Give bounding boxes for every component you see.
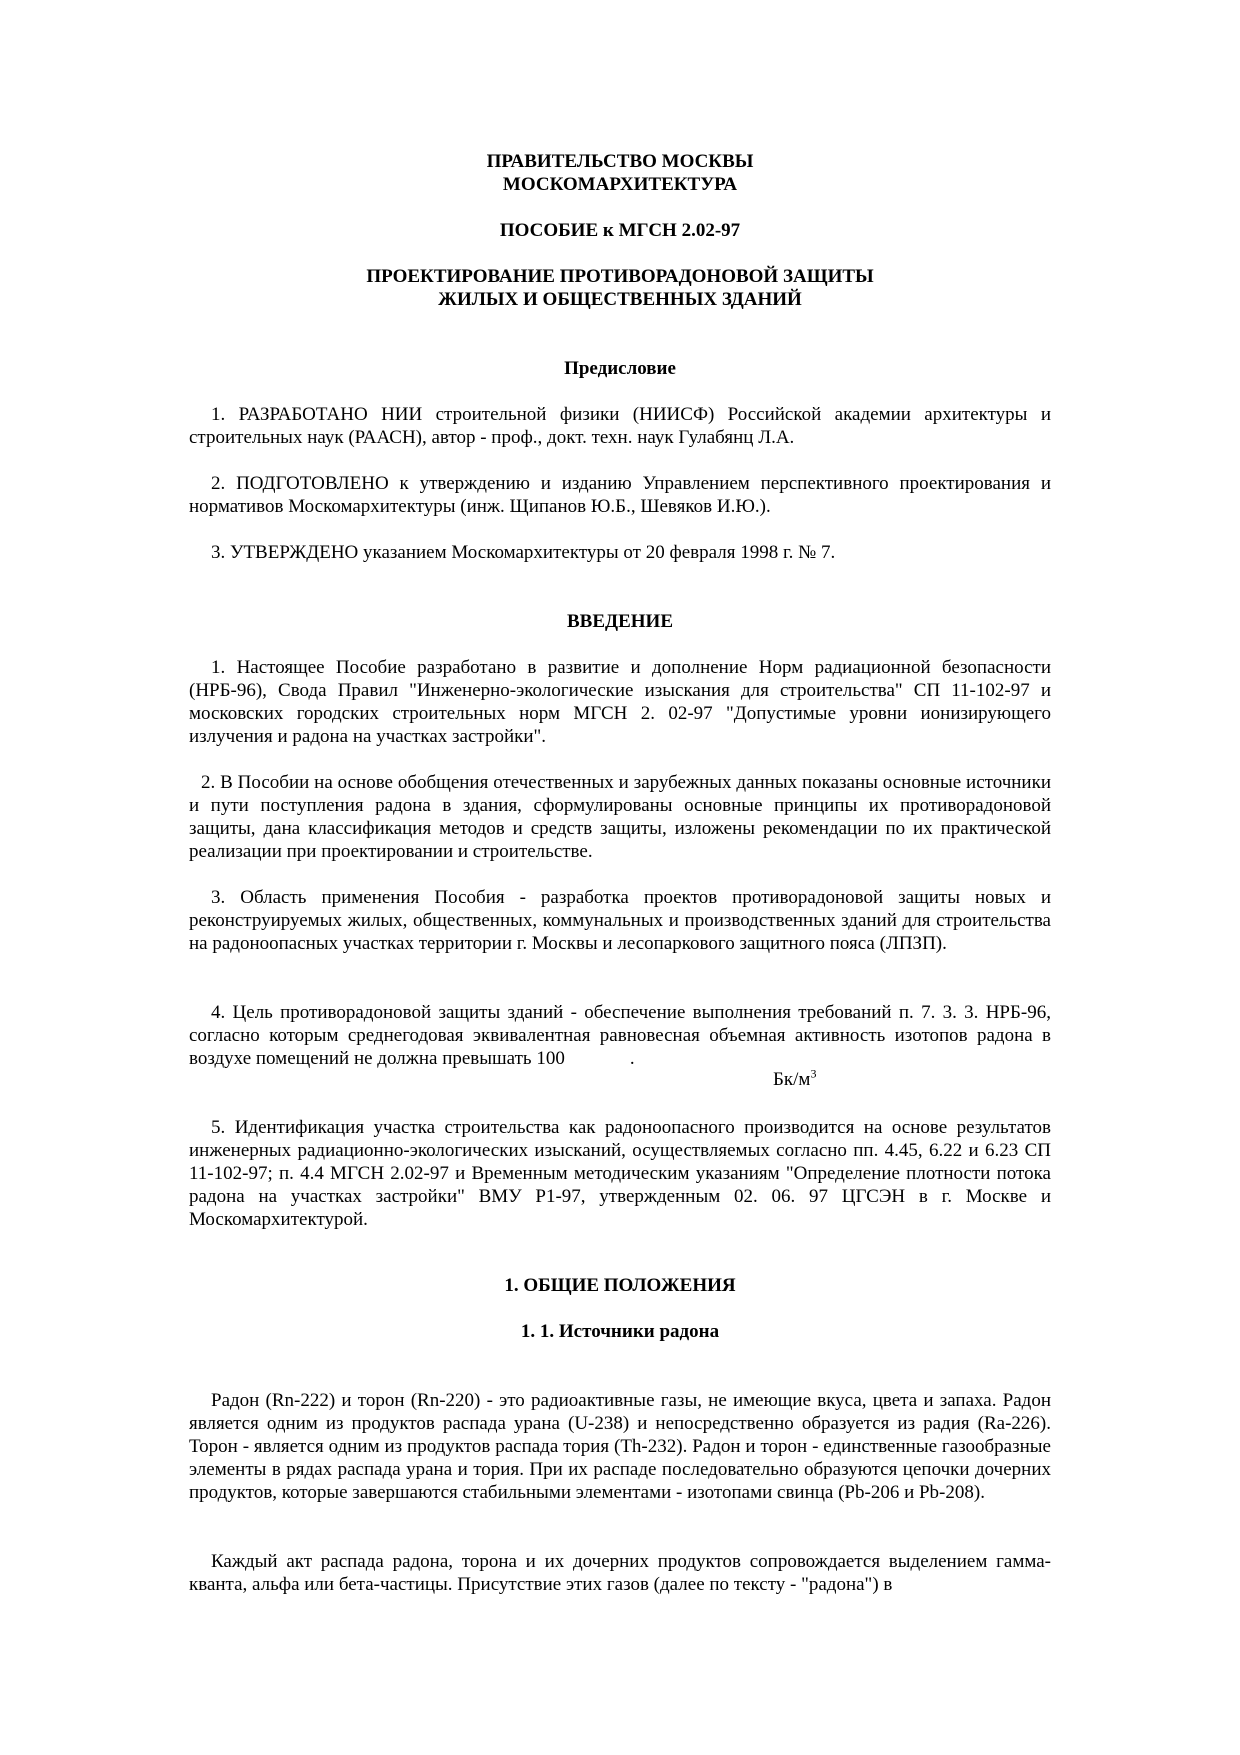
intro-item-4-period: .: [629, 1048, 635, 1069]
section-1-paragraph-1: Радон (Rn-222) и торон (Rn-220) - это радиоактивные газы, не имеющие вкуса, цвета и запаха. Радон является одним из продуктов распада урана (U-238) и непосредственно образуется из радия (Ra-226). Торон - является одним из продуктов распада тория (Th-232). Радон и торон - единственные газообразные элементы в рядах распада урана и тория. При их распаде последовательно образуются цепочки дочерних продуктов, которые завершаются стабильными элементами - изотопами свинца (Pb-206 и Pb-208).: [189, 1390, 1051, 1503]
introduction-heading: ВВЕДЕНИЕ: [567, 611, 673, 632]
intro-item-3: 3. Область применения Пособия - разработка проектов противорадоновой защиты новых и реконструируемых жилых, общественных, коммунальных и производственных зданий для строительства на радоноопасных участках территории г. Москвы и лесопаркового защитного пояса (ЛПЗП).: [189, 887, 1051, 954]
manual-title: ПОСОБИЕ к МГСН 2.02-97: [499, 220, 741, 241]
intro-item-4-text: 4. Цель противорадоновой защиты зданий - обеспечение выполнения требований п. 7. 3. 3. НРБ-96, согласно которым среднегодовая эквивалентная равновесная объемная активность изотопов радона в воздухе помещений не должна превышать 100: [189, 1002, 1051, 1069]
section-1-1-subheading: 1. 1. Источники радона: [520, 1321, 720, 1342]
doc-title-line-2: ЖИЛЫХ И ОБЩЕСТВЕННЫХ ЗДАНИЙ: [438, 289, 802, 310]
org-line-1: ПРАВИТЕЛЬСТВО МОСКВЫ: [486, 151, 754, 172]
preface-item-3: 3. УТВЕРЖДЕНО указанием Москомархитектуры от 20 февраля 1998 г. № 7.: [211, 542, 836, 563]
org-line-2: МОСКОМАРХИТЕКТУРА: [502, 174, 738, 195]
intro-item-2: 2. В Пособии на основе обобщения отечественных и зарубежных данных показаны основные источники и пути поступления радона в здания, сформулированы основные принципы их противорадоновой защиты, дана классификация методов и средств защиты, изложены рекомендации по их практической реализации при проектировании и строительстве.: [189, 772, 1051, 862]
intro-item-4: [189, 1001, 1051, 1070]
preface-heading: Предисловие: [564, 358, 676, 379]
doc-title-line-1: ПРОЕКТИРОВАНИЕ ПРОТИВОРАДОНОВОЙ ЗАЩИТЫ: [366, 266, 874, 287]
intro-item-5: 5. Идентификация участка строительства как радоноопасного производится на основе результатов инженерных радиационно-экологических изысканий, осуществляемых согласно пп. 4.45, 6.22 и 6.23 СП 11-102-97; п. 4.4 МГСН 2.02-97 и Временным методическим указаниям "Определение плотности потока радона на участках застройки" ВМУ Р1-97, утвержденным 02. 06. 97 ЦГСЭН в г. Москве и Москомархитектурой.: [189, 1117, 1051, 1230]
section-1-paragraph-2: Каждый акт распада радона, торона и их дочерних продуктов сопровождается выделением гамма-кванта, альфа или бета-частицы. Присутствие этих газов (далее по тексту - "радона") в: [189, 1551, 1051, 1595]
preface-item-1: 1. РАЗРАБОТАНО НИИ строительной физики (НИИСФ) Российской академии архитектуры и строительных наук (РААСН), автор - проф., докт. техн. наук Гулабянц Л.А.: [189, 404, 1051, 448]
unit-exponent: 3: [810, 1066, 817, 1081]
section-1-heading: 1. ОБЩИЕ ПОЛОЖЕНИЯ: [504, 1275, 736, 1296]
unit-bq-per-m3: $Бк/м^3$: [773, 1066, 817, 1090]
preface-item-2: 2. ПОДГОТОВЛЕНО к утверждению и изданию Управлением перспективного проектирования и нормативов Москомархитектуры (инж. Щипанов Ю.Б., Шевяков И.Ю.).: [189, 473, 1051, 517]
intro-item-1: 1. Настоящее Пособие разработано в развитие и дополнение Норм радиационной безопасности (НРБ-96), Свода Правил "Инженерно-экологические изыскания для строительства" СП 11-102-97 и московских городских строительных норм МГСН 2. 02-97 "Допустимые уровни ионизирующего излучения и радона на участках застройки".: [189, 657, 1051, 747]
